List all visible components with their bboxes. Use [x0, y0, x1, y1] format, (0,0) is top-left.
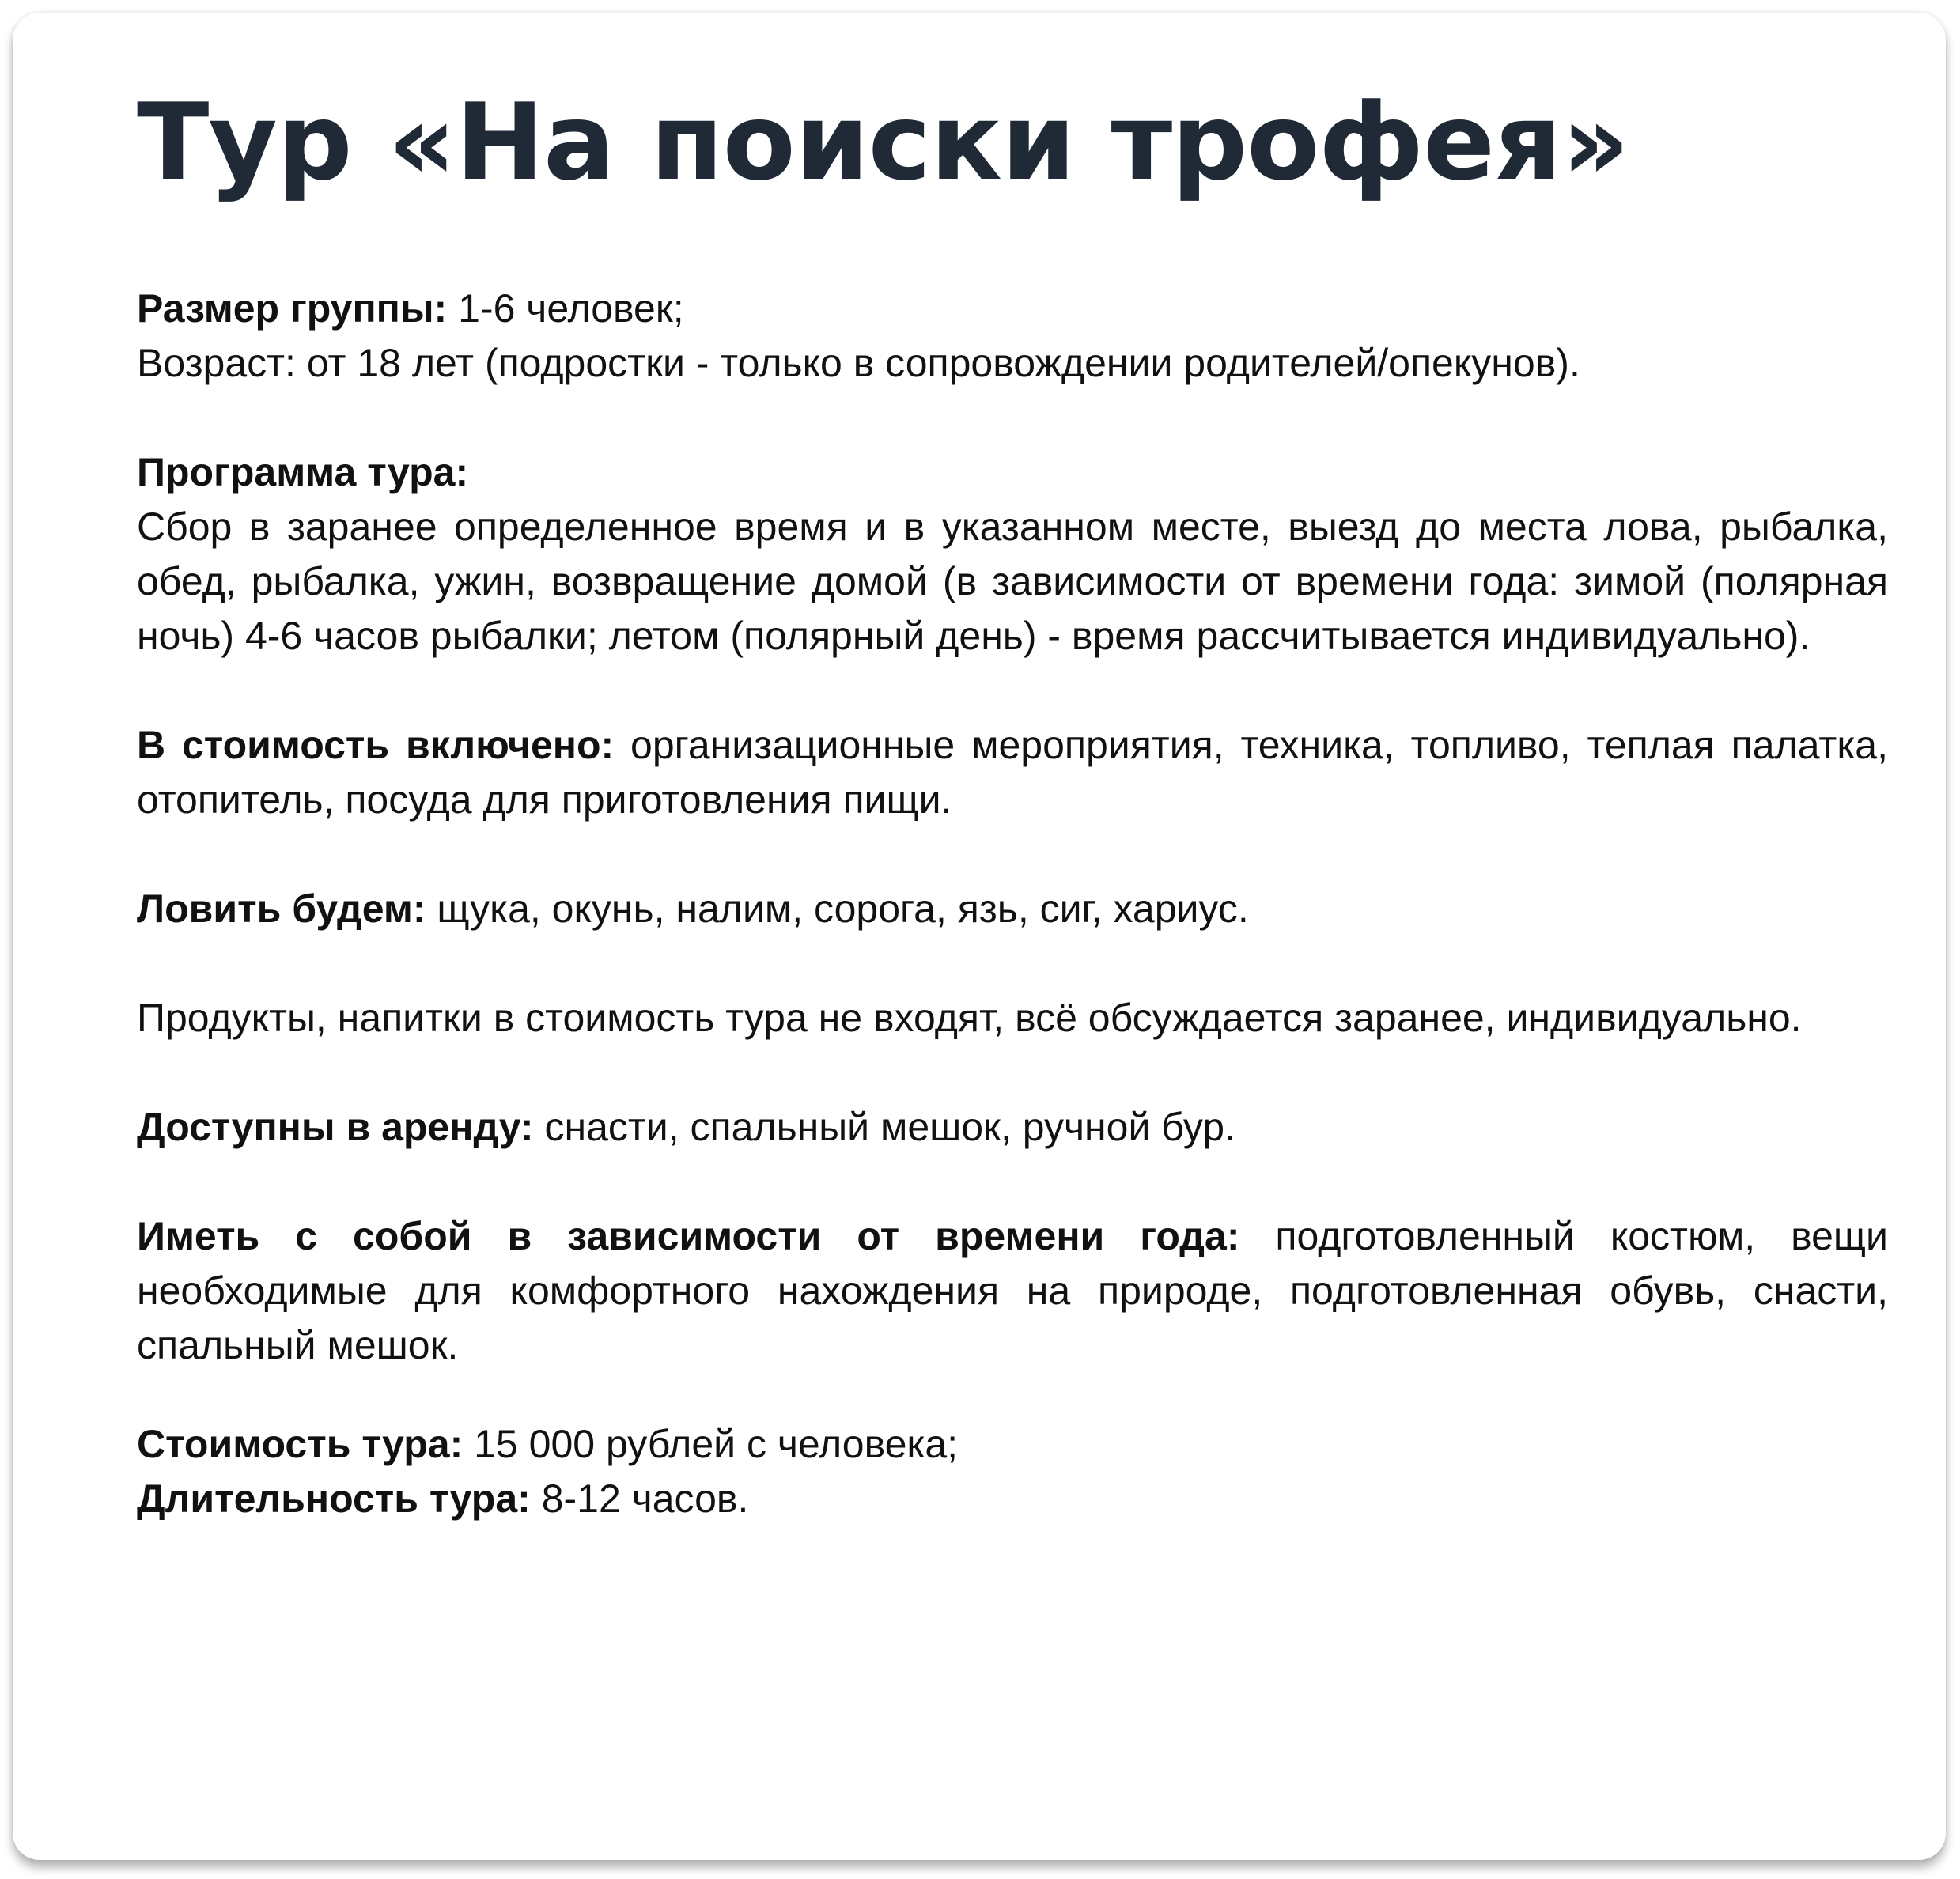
catch-label: Ловить будем: [137, 887, 426, 931]
included-value: организационные мероприятия, техника, топливо, теплая палатка, отопитель, посуда для приготовления пищи. [137, 723, 1889, 822]
spacer [137, 1045, 1888, 1100]
group-size-label: Размер группы: [137, 286, 448, 331]
spacer [137, 936, 1888, 991]
tour-description [137, 282, 1888, 1526]
age-line: Возраст: от 18 лет (подростки - только в сопровождении родителей/опекунов). [137, 341, 1580, 385]
spacer [137, 1155, 1888, 1209]
products-note: Продукты, напитки в стоимость тура не входят, всё обсуждается заранее, индивидуально. [137, 996, 1802, 1040]
price-paragraph [137, 1417, 997, 1472]
bring-value: подготовленный костюм, вещи необходимые для комфортного нахождения на природе, подготовленная обувь, снасти, спальный мешок. [137, 1214, 1888, 1367]
program-label: Программа тура: [137, 450, 469, 494]
included-paragraph [137, 718, 1888, 827]
duration-value: 8-12 часов. [530, 1476, 749, 1521]
group-size-value: 1-6 человек; [447, 286, 684, 331]
catch-value: щука, окунь, налим, сорога, язь, сиг, хариус. [426, 887, 1249, 931]
spacer [137, 391, 1888, 445]
duration-label: Длительность тура: [137, 1476, 531, 1521]
spacer [137, 664, 1888, 718]
catch-paragraph [137, 882, 1888, 936]
tour-content [137, 71, 1888, 1526]
rental-label: Доступны в аренду: [137, 1105, 534, 1149]
duration-paragraph [137, 1472, 1888, 1526]
program-text: Сбор в заранее определенное время и в указанном месте, выезд до места лова, рыбалка, обед, рыбалка, ужин, возвращение домой (в зависимости от времени года: зимой (полярная ночь) 4-6 часов рыбалки; летом (полярный день) - время рассчитывается индивидуально). [137, 505, 1888, 658]
rental-value: снасти, спальный мешок, ручной бур. [533, 1105, 1235, 1149]
group-size-line [137, 282, 1888, 336]
included-label: В стоимость включено: [137, 723, 615, 767]
price-label: Стоимость тура: [137, 1422, 464, 1466]
tour-card [13, 13, 1946, 1860]
spacer [137, 1373, 1888, 1417]
page-title: Тур «На поиски трофея» [137, 81, 1629, 204]
bring-label: Иметь с собой в зависимости от времени года: [137, 1214, 1240, 1258]
rental-paragraph [137, 1100, 1888, 1155]
spacer [137, 827, 1888, 882]
price-value: 15 000 рублей с человека; [463, 1422, 959, 1466]
bring-paragraph [137, 1209, 1888, 1373]
